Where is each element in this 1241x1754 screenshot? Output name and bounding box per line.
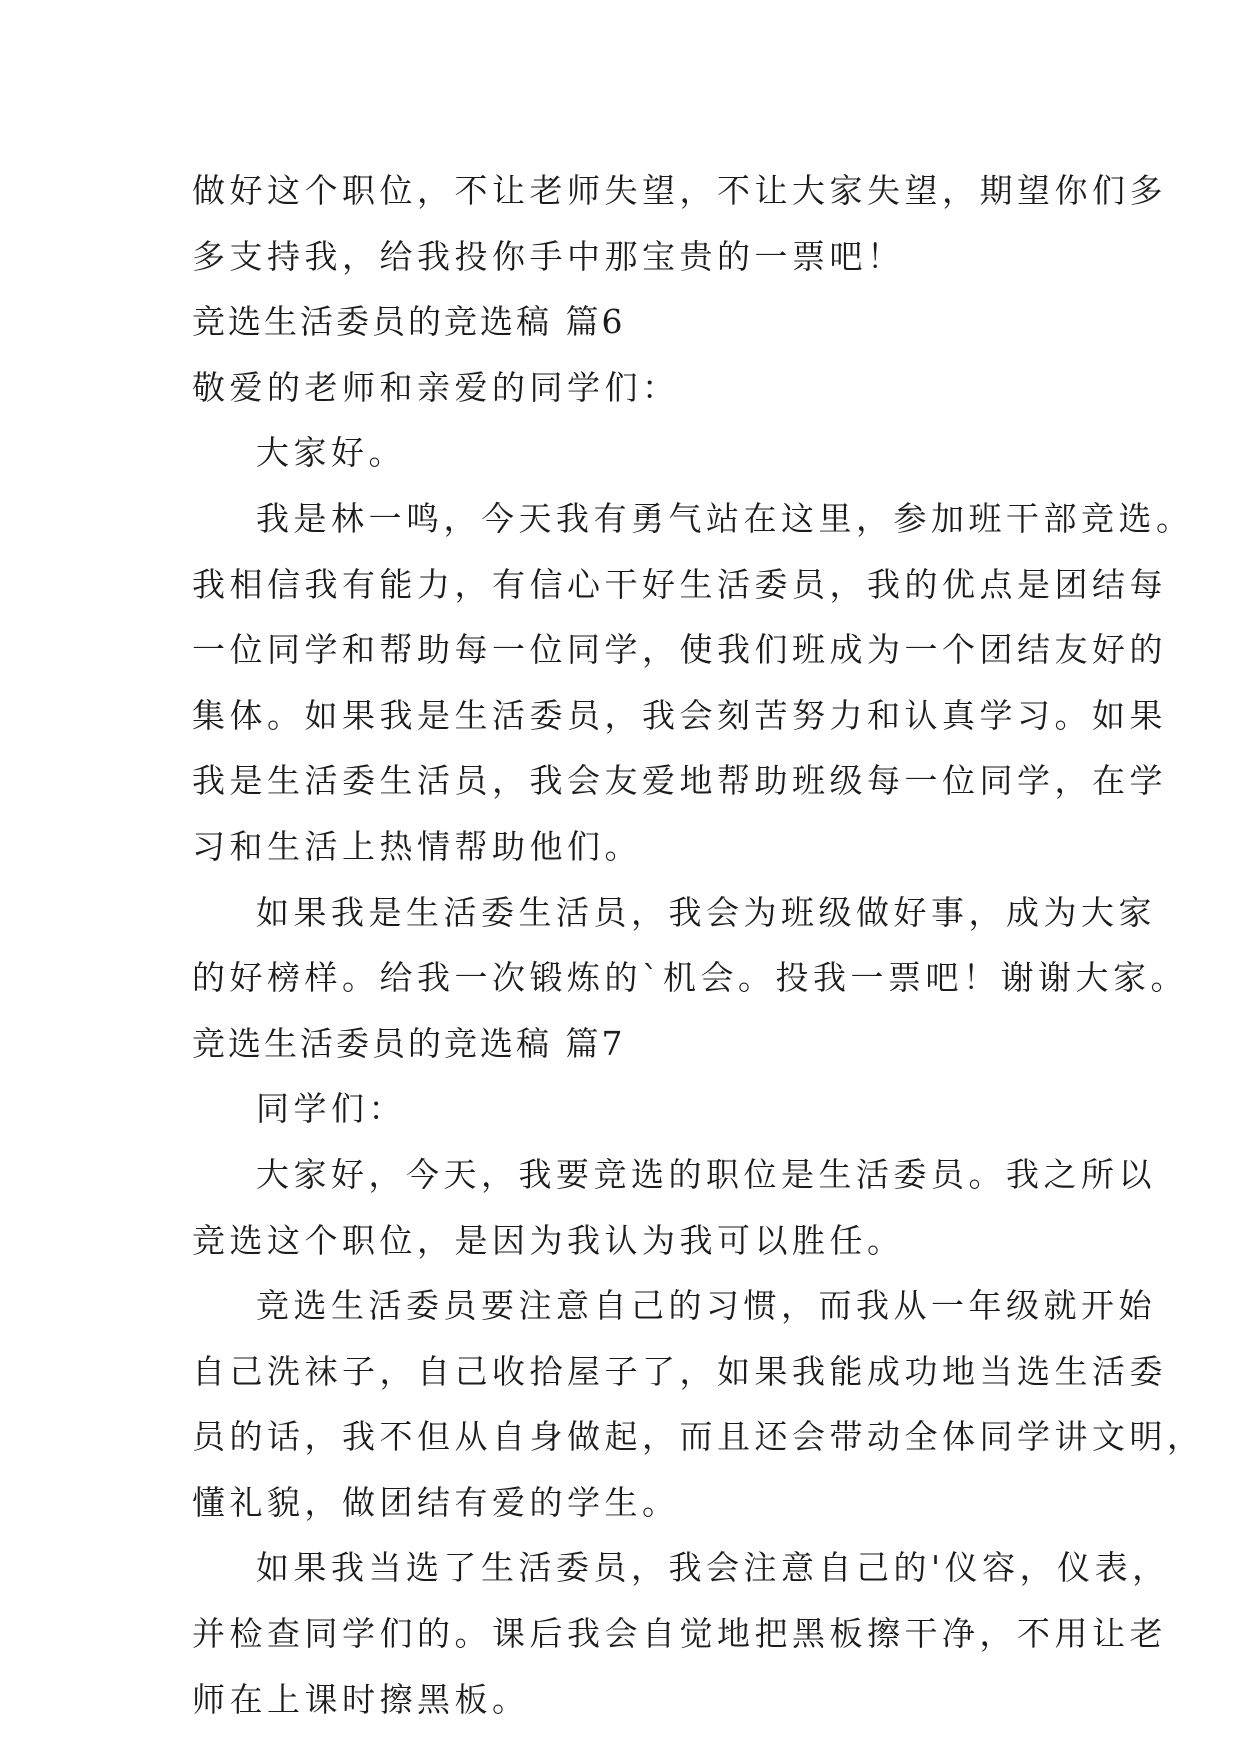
- paragraph-line: 如果我当选了生活委员，我会注意自己的'仪容，仪表，: [256, 1548, 1170, 1588]
- section-heading-7: 竞选生活委员的竞选稿 篇7: [192, 1023, 626, 1063]
- paragraph-line: 大家好，今天，我要竞选的职位是生活委员。我之所以: [256, 1154, 1156, 1194]
- paragraph-line: 懂礼貌，做团结有爱的学生。: [192, 1482, 680, 1522]
- body-line-2: 多支持我，给我投你手中那宝贵的一票吧！: [192, 236, 905, 276]
- paragraph-line: 师在上课时擦黑板。: [192, 1679, 530, 1719]
- paragraph-line: 一位同学和帮助每一位同学，使我们班成为一个团结友好的: [192, 630, 1167, 670]
- salutation-line: 同学们：: [256, 1089, 406, 1129]
- paragraph-line: 竞选这个职位，是因为我认为我可以胜任。: [192, 1220, 905, 1260]
- paragraph-line: 我相信我有能力，有信心干好生活委员，我的优点是团结每: [192, 564, 1167, 604]
- section-heading-6: 竞选生活委员的竞选稿 篇6: [192, 302, 626, 342]
- greeting-line: 大家好。: [256, 433, 406, 473]
- paragraph-line: 我是林一鸣，今天我有勇气站在这里，参加班干部竞选。: [256, 498, 1194, 538]
- paragraph-line: 集体。如果我是生活委员，我会刻苦努力和认真学习。如果: [192, 695, 1167, 735]
- paragraph-line: 我是生活委生活员，我会友爱地帮助班级每一位同学，在学: [192, 761, 1167, 801]
- paragraph-line: 自己洗袜子，自己收拾屋子了，如果我能成功地当选生活委: [192, 1351, 1167, 1391]
- paragraph-line: 员的话，我不但从自身做起，而且还会带动全体同学讲文明，: [192, 1417, 1205, 1457]
- paragraph-line: 竞选生活委员要注意自己的习惯，而我从一年级就开始: [256, 1286, 1156, 1326]
- paragraph-line: 的好榜样。给我一次锻炼的`机会。投我一票吧！谢谢大家。: [192, 958, 1188, 998]
- salutation-line: 敬爱的老师和亲爱的同学们：: [192, 367, 680, 407]
- paragraph-line: 习和生活上热情帮助他们。: [192, 826, 642, 866]
- paragraph-line: 如果我是生活委生活员，我会为班级做好事，成为大家: [256, 892, 1156, 932]
- document-body: [192, 158, 1205, 1732]
- body-line-1: 做好这个职位，不让老师失望，不让大家失望，期望你们多: [192, 171, 1167, 210]
- paragraph-line: 并检查同学们的。课后我会自觉地把黑板擦干净，不用让老: [192, 1614, 1167, 1654]
